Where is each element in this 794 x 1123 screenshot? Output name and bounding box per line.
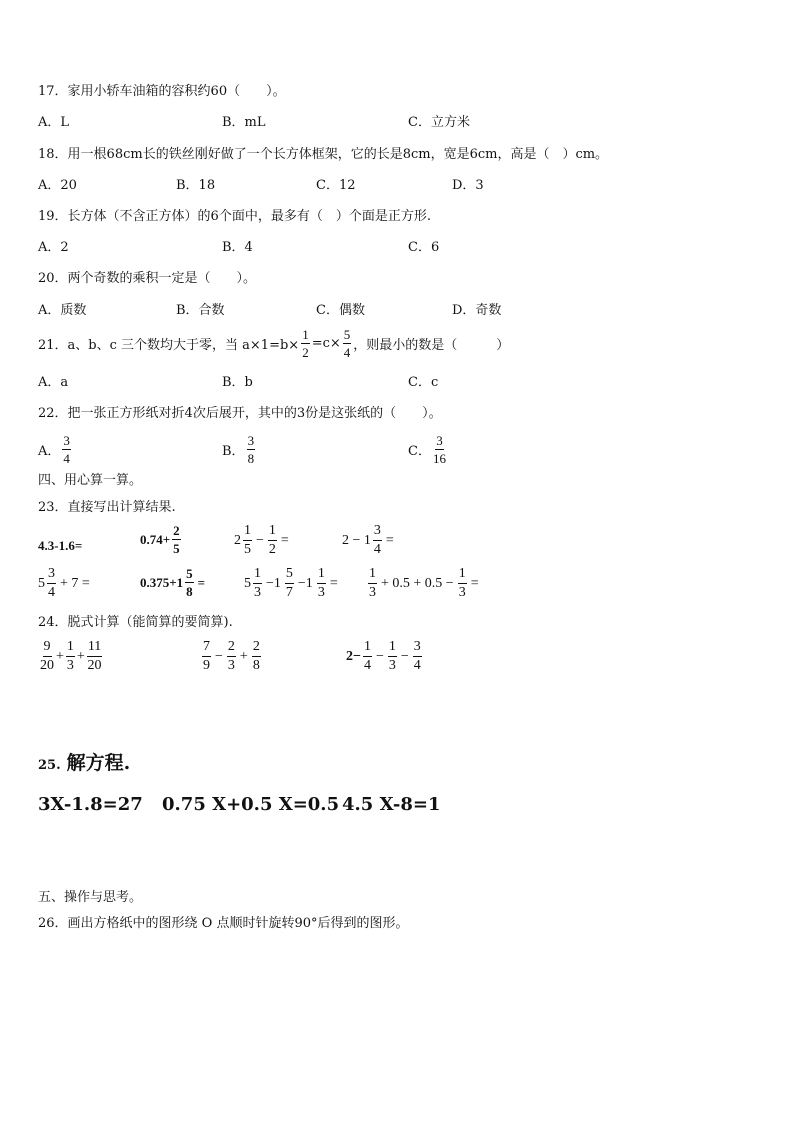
- q21-stem-mid: =c×: [311, 336, 341, 351]
- q20-option-c: C．偶数: [316, 303, 365, 318]
- q24-expr-2: $\frac{7}{9}$ − $\frac{2}{3}$ + $\frac{2}{8}$: [203, 639, 260, 673]
- q19-option-c: C．6: [408, 240, 440, 255]
- q22-stem: 22．把一张正方形纸对折4次后展开，其中的3份是这张纸的（ ）。: [38, 406, 442, 421]
- q25-equation-1: 3X-1.8=27: [38, 794, 143, 815]
- q17-option-b: B．mL: [222, 115, 266, 130]
- q24-expr-3: 2− $\frac{1}{4}$ − $\frac{1}{3}$ − $\frac{3}{4}$: [346, 639, 421, 673]
- q18-stem: 18．用一根68cm长的铁丝刚好做了一个长方体框架，它的长是8cm，宽是6cm，高是（ ）cm。: [38, 147, 609, 162]
- q21-fraction-1: $\frac{1}{2}$: [302, 327, 309, 360]
- q24-expr-1: $\frac{9}{20}$ + $\frac{1}{3}$ + $\frac{11}{20}$: [40, 639, 102, 673]
- q18-option-b: B．18: [176, 178, 216, 193]
- q21-stem-post: ，则最小的数是（ ）: [353, 338, 510, 353]
- q17-option-c: C．立方米: [408, 115, 470, 130]
- q23-expr-1: 4.3-1.6=: [38, 538, 83, 553]
- q25-equation-3: 4.5 X-8=1: [342, 794, 441, 815]
- q23-expr-6: 0.375+1 $\frac{5}{8}$ =: [140, 566, 206, 599]
- q23-expr-8: $\frac{1}{3}$ + 0.5 + 0.5 − $\frac{1}{3}$ =: [369, 566, 479, 600]
- q17-option-a: A．L: [38, 115, 70, 130]
- q23-expr-2: 0.74+ $\frac{2}{5}$: [140, 523, 180, 556]
- q19-option-b: B．4: [222, 240, 253, 255]
- q17-stem: 17．家用小轿车油箱的容积约60（ ）。: [38, 84, 286, 99]
- q20-option-b: B．合数: [176, 303, 225, 318]
- q22-option-c: C． $\frac{3}{16}$: [408, 433, 446, 466]
- q23-expr-3: 2 $\frac{1}{5}$ − $\frac{1}{2}$ =: [234, 523, 289, 557]
- q25-equation-2: 0.75 X+0.5 X=0.5: [162, 794, 340, 815]
- q25-heading: 25. 解方程.: [38, 752, 131, 774]
- q21-stem-pre: 21．a、b、c 三个数均大于零，当 a×1=b×: [38, 338, 300, 353]
- q23-expr-4: 2 − 1 $\frac{3}{4}$ =: [342, 523, 394, 557]
- q20-option-a: A．质数: [38, 303, 87, 318]
- q21-option-a: A．a: [38, 375, 69, 390]
- q23-expr-7: 5 $\frac{1}{3}$ −1 $\frac{5}{7}$ −1 $\frac{1}{3}$ =: [244, 566, 338, 600]
- q19-stem: 19．长方体（不含正方体）的6个面中，最多有（ ）个面是正方形.: [38, 209, 431, 224]
- q18-option-a: A．20: [38, 178, 77, 193]
- q18-option-d: D．3: [452, 178, 484, 193]
- q22-option-b: B． $\frac{3}{8}$: [222, 433, 255, 466]
- q23-stem: 23．直接写出计算结果.: [38, 500, 176, 515]
- q20-option-d: D．奇数: [452, 303, 502, 318]
- q23-expr-5: 5 $\frac{3}{4}$ + 7 =: [38, 566, 90, 600]
- q21-fraction-2: $\frac{5}{4}$: [343, 327, 351, 360]
- q21-stem: [38, 328, 509, 359]
- q18-option-c: C．12: [316, 178, 356, 193]
- q21-option-c: C．c: [408, 375, 439, 390]
- section-5-heading: 五、操作与思考。: [38, 890, 143, 905]
- q19-option-a: A．2: [38, 240, 69, 255]
- q22-option-a: A． $\frac{3}{4}$: [38, 433, 70, 466]
- q21-option-b: B．b: [222, 375, 253, 390]
- q24-stem: 24．脱式计算（能简算的要简算).: [38, 615, 233, 630]
- section-4-heading: 四、用心算一算。: [38, 473, 143, 488]
- q20-stem: 20．两个奇数的乘积一定是（ ）。: [38, 271, 257, 286]
- q26-stem: 26．画出方格纸中的图形绕 O 点顺时针旋转90°后得到的图形。: [38, 916, 409, 931]
